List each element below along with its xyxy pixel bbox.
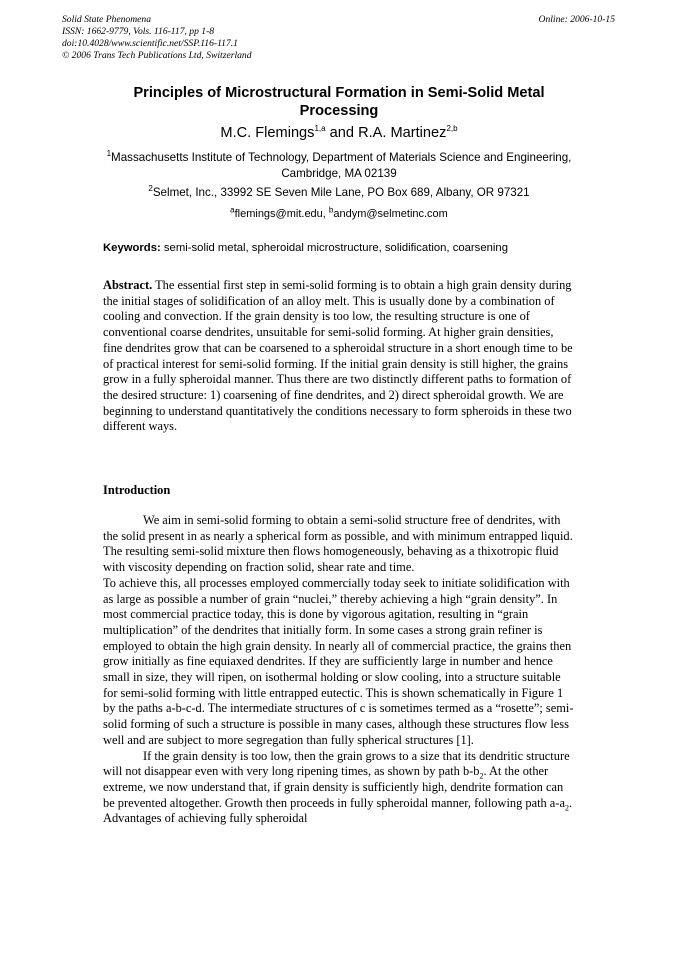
copyright-line: © 2006 Trans Tech Publications Ltd, Switzerland	[62, 50, 252, 61]
author-martinez: R.A. Martinez	[358, 125, 447, 141]
keywords	[103, 241, 583, 256]
keywords-label: Keywords:	[103, 242, 161, 254]
intro-paragraph-3-part-3: . Advantages of achieving fully spheroidal	[103, 795, 573, 826]
email-a-marker: a	[230, 205, 235, 215]
intro-paragraph-2: To achieve this, all processes employed commercially today seek to initiate solidification with as large as possible a number of grain “nuclei,” thereby achieving a high “grain density”. In most commercial practice today, this is done by vigorous agitation, resulting in “grain multiplication” of the dendrites that initially form. In some cases a strong grain refiner is employed to obtain the high grain density. In nearly all of commercial practice, the grains then grow initially as fine equiaxed dendrites. If they are sufficiently large in number and hence small in size, they will ripen, on isothermal holding or slow cooling, into a structure suitable for semi-solid forming with little entrapped eutectic. This is shown schematically in Figure 1 by the paths a-b-c-d. The intermediate structures of c is sometimes termed as a “rosette”; semi-solid forming of such a structure is possible in many cases, although these structures flow less well and are subject to more segregation than fully spherical structures [1].	[103, 575, 574, 747]
paper-title: Principles of Microstructural Formation in Semi-Solid Metal Processing	[133, 85, 545, 119]
affiliation-mit	[100, 150, 578, 181]
subscript-a2: 2	[564, 803, 569, 813]
intro-paragraph-1: We aim in semi-solid forming to obtain a semi-solid structure free of dendrites, with the solid present in as nearly a spherical form as possible, and with minimum entrapped liquid. The resulting semi-solid mixture then flows homogeneously, behaving as a thixotropic fluid with viscosity depending on fraction solid, shear rate and time.	[103, 513, 573, 575]
affiliation-selmet-text: Selmet, Inc., 33992 SE Seven Mile Lane, PO Box 689, Albany, OR 97321	[152, 186, 530, 199]
abstract-label: Abstract.	[103, 278, 153, 292]
author-martinez-affil: 2,b	[446, 124, 458, 134]
abstract-text: The essential first step in semi-solid forming is to obtain a high grain density during the initial stages of solidification of an alloy melt. This is usually done by a combination of cooling and convection. If the grain density is too low, the resulting structure is one of conventional coarse dendrites, unsuitable for semi-solid forming. At higher grain densities, fine dendrites grow that can be coarsened to a spheroidal structure in a short enough time to be of practical interest for semi-solid forming. If the initial grain density is still higher, the grains grow in a fully spheroidal manner. Thus there are two distinctly different paths to formation of the desired structure: 1) coarsening of fine dendrites, and 2) direct spheroidal growth. We are beginning to understand quantitatively the conditions necessary to form spheroids in these two different ways.	[103, 278, 573, 434]
intro-paragraph-3-part-2: . At the other extreme, we now understand that, if grain density is sufficiently high, dendrite formation can be prevented altogether. Growth then proceeds in fully spheroidal manner, following path a-a	[103, 764, 565, 810]
affiliation-selmet-marker: 2	[148, 184, 153, 194]
email-line	[100, 207, 578, 222]
author-flemings-affil: 1,a	[314, 124, 326, 134]
subscript-b2: 2	[479, 771, 484, 781]
author-line	[100, 124, 578, 142]
journal-name: Solid State Phenomena	[62, 14, 151, 25]
intro-paragraph-3	[103, 749, 575, 828]
abstract	[103, 278, 575, 435]
intro-paragraph-3-part-1: If the grain density is too low, then the grain grows to a size that its dendritic structure will not disappear even with very long ripening times, as shown by path b-b	[103, 748, 570, 779]
journal-header	[62, 14, 252, 62]
affiliation-mit-text: Massachusetts Institute of Technology, Department of Materials Science and Engineering, Cambridge, MA 02139	[111, 151, 572, 180]
author-conjunction: and	[325, 125, 359, 141]
email-b-marker: b	[328, 205, 334, 215]
email-martinez: andym@selmetinc.com	[333, 208, 448, 220]
online-date: Online: 2006-10-15	[538, 14, 615, 25]
author-flemings: M.C. Flemings	[220, 125, 315, 141]
email-flemings: flemings@mit.edu,	[234, 208, 329, 220]
introduction-heading: Introduction	[103, 483, 171, 497]
doi-line: doi:10.4028/www.scientific.net/SSP.116-117.1	[62, 38, 238, 49]
affiliation-mit-marker: 1	[106, 149, 112, 159]
introduction-body	[103, 513, 575, 827]
affiliation-selmet	[100, 185, 578, 200]
keywords-text: semi-solid metal, spheroidal microstructure, solidification, coarsening	[160, 242, 508, 254]
issn-line: ISSN: 1662-9779, Vols. 116-117, pp 1-8	[62, 26, 215, 37]
